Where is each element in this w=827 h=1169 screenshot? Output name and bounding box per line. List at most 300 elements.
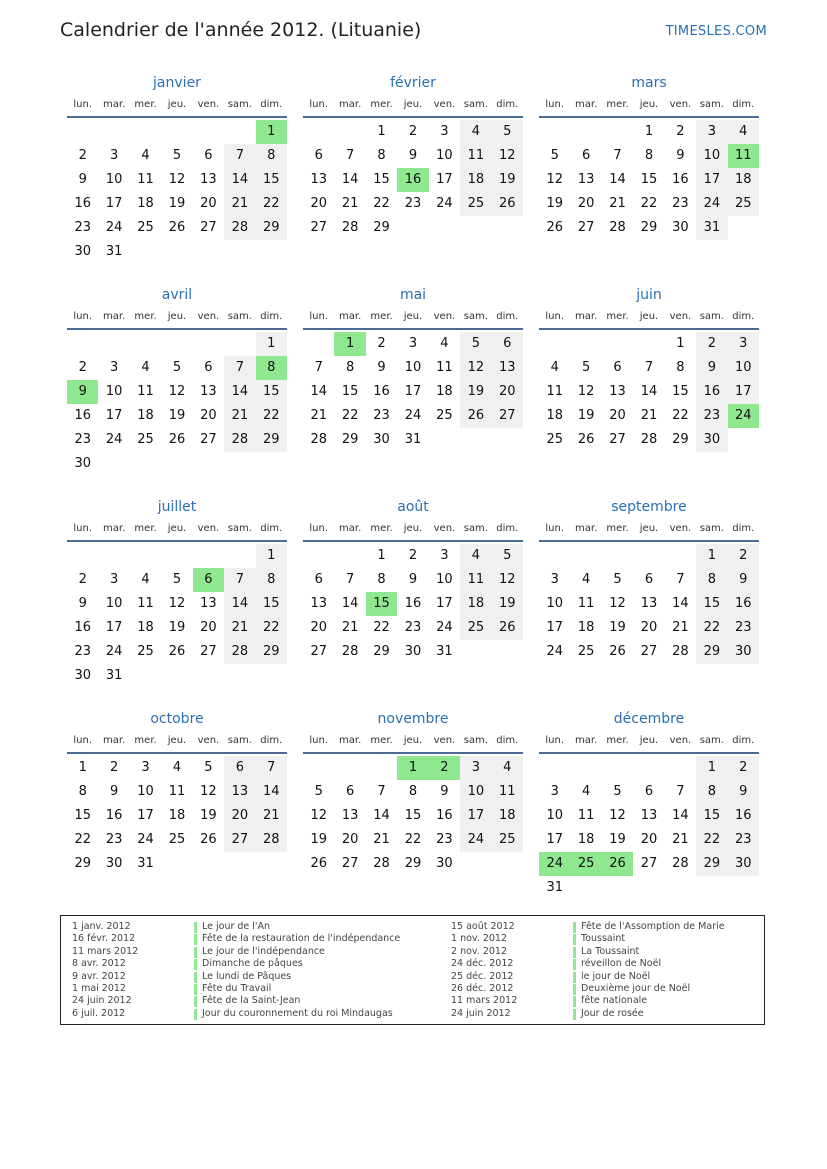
day-cell[interactable]: 24	[137, 832, 154, 847]
day-cell[interactable]: 14	[224, 168, 255, 192]
day-cell[interactable]: 16	[373, 384, 390, 399]
day-cell[interactable]: 15	[640, 172, 658, 187]
day-cell[interactable]: 13	[609, 384, 626, 399]
day-cell[interactable]: 23	[373, 408, 390, 423]
day-cell[interactable]: 24	[105, 432, 123, 447]
day-cell[interactable]: 29	[373, 220, 390, 235]
day-cell[interactable]: 8	[345, 360, 355, 375]
day-cell[interactable]: 26	[168, 220, 186, 235]
holiday-day-cell[interactable]: 24	[728, 404, 759, 428]
day-cell[interactable]: 17	[728, 380, 759, 404]
day-cell[interactable]: 3	[550, 784, 559, 799]
day-cell[interactable]: 12	[168, 384, 186, 399]
day-cell[interactable]: 30	[373, 432, 390, 447]
day-cell[interactable]: 21	[224, 404, 255, 428]
day-cell[interactable]: 22	[640, 196, 658, 211]
day-cell[interactable]: 13	[310, 172, 327, 187]
day-cell[interactable]: 25	[728, 192, 759, 216]
day-cell[interactable]: 19	[168, 408, 186, 423]
day-cell[interactable]: 1	[256, 332, 287, 356]
day-cell[interactable]: 8	[408, 784, 418, 799]
day-cell[interactable]: 11	[577, 596, 595, 611]
day-cell[interactable]: 20	[341, 832, 359, 847]
day-cell[interactable]: 15	[256, 168, 287, 192]
day-cell[interactable]: 25	[436, 408, 453, 423]
day-cell[interactable]: 20	[200, 408, 217, 423]
day-cell[interactable]: 5	[492, 544, 523, 568]
day-cell[interactable]: 13	[310, 596, 327, 611]
day-cell[interactable]: 27	[200, 644, 217, 659]
day-cell[interactable]: 18	[137, 196, 154, 211]
day-cell[interactable]: 28	[640, 432, 658, 447]
day-cell[interactable]: 4	[460, 120, 491, 144]
day-cell[interactable]: 1	[377, 124, 386, 139]
day-cell[interactable]: 9	[440, 784, 449, 799]
day-cell[interactable]: 10	[105, 384, 123, 399]
day-cell[interactable]: 11	[436, 360, 453, 375]
day-cell[interactable]: 18	[577, 620, 595, 635]
day-cell[interactable]: 9	[408, 572, 418, 587]
day-cell[interactable]: 9	[78, 596, 87, 611]
day-cell[interactable]: 4	[728, 120, 759, 144]
day-cell[interactable]: 10	[404, 360, 422, 375]
day-cell[interactable]: 13	[341, 808, 359, 823]
day-cell[interactable]: 23	[728, 616, 759, 640]
day-cell[interactable]: 11	[577, 808, 595, 823]
day-cell[interactable]: 15	[74, 808, 91, 823]
day-cell[interactable]: 21	[609, 196, 626, 211]
day-cell[interactable]: 1	[256, 544, 287, 568]
day-cell[interactable]: 31	[546, 880, 563, 895]
day-cell[interactable]: 24	[546, 644, 563, 659]
day-cell[interactable]: 15	[341, 384, 359, 399]
day-cell[interactable]: 18	[492, 804, 523, 828]
day-cell[interactable]: 5	[314, 784, 323, 799]
day-cell[interactable]: 30	[728, 852, 759, 876]
day-cell[interactable]: 4	[550, 360, 559, 375]
day-cell[interactable]: 29	[696, 852, 727, 876]
day-cell[interactable]: 16	[74, 408, 91, 423]
day-cell[interactable]: 14	[310, 384, 327, 399]
day-cell[interactable]: 18	[436, 384, 453, 399]
day-cell[interactable]: 15	[256, 380, 287, 404]
day-cell[interactable]: 15	[696, 592, 727, 616]
day-cell[interactable]: 3	[728, 332, 759, 356]
day-cell[interactable]: 6	[204, 360, 213, 375]
day-cell[interactable]: 12	[492, 568, 523, 592]
day-cell[interactable]: 20	[224, 804, 255, 828]
day-cell[interactable]: 8	[676, 360, 685, 375]
day-cell[interactable]: 14	[672, 808, 689, 823]
day-cell[interactable]: 20	[492, 380, 523, 404]
day-cell[interactable]: 3	[109, 572, 119, 587]
day-cell[interactable]: 6	[204, 148, 213, 163]
day-cell[interactable]: 17	[436, 596, 453, 611]
day-cell[interactable]: 2	[728, 544, 759, 568]
day-cell[interactable]: 15	[373, 172, 390, 187]
day-cell[interactable]: 24	[105, 220, 123, 235]
day-cell[interactable]: 14	[672, 596, 689, 611]
day-cell[interactable]: 19	[546, 196, 563, 211]
day-cell[interactable]: 18	[546, 408, 563, 423]
day-cell[interactable]: 23	[404, 620, 422, 635]
holiday-day-cell[interactable]: 11	[728, 144, 759, 168]
day-cell[interactable]: 8	[377, 148, 386, 163]
day-cell[interactable]: 7	[256, 756, 287, 780]
day-cell[interactable]: 1	[676, 336, 685, 351]
day-cell[interactable]: 25	[460, 616, 491, 640]
day-cell[interactable]: 22	[256, 192, 287, 216]
holiday-day-cell[interactable]: 26	[602, 852, 633, 876]
day-cell[interactable]: 27	[310, 644, 327, 659]
day-cell[interactable]: 4	[141, 360, 150, 375]
day-cell[interactable]: 9	[696, 356, 727, 380]
day-cell[interactable]: 28	[224, 216, 255, 240]
day-cell[interactable]: 13	[492, 356, 523, 380]
day-cell[interactable]: 27	[200, 220, 217, 235]
day-cell[interactable]: 6	[644, 572, 654, 587]
day-cell[interactable]: 19	[310, 832, 327, 847]
day-cell[interactable]: 22	[74, 832, 91, 847]
day-cell[interactable]: 29	[373, 644, 390, 659]
day-cell[interactable]: 15	[256, 592, 287, 616]
day-cell[interactable]: 4	[581, 784, 591, 799]
day-cell[interactable]: 10	[436, 148, 453, 163]
day-cell[interactable]: 3	[109, 360, 119, 375]
day-cell[interactable]: 1	[696, 544, 727, 568]
day-cell[interactable]: 18	[168, 808, 186, 823]
day-cell[interactable]: 20	[310, 620, 327, 635]
day-cell[interactable]: 20	[640, 832, 658, 847]
day-cell[interactable]: 10	[436, 572, 453, 587]
day-cell[interactable]: 9	[728, 568, 759, 592]
day-cell[interactable]: 30	[74, 456, 91, 471]
day-cell[interactable]: 24	[436, 620, 453, 635]
day-cell[interactable]: 10	[105, 596, 123, 611]
day-cell[interactable]: 13	[577, 172, 595, 187]
day-cell[interactable]: 30	[672, 220, 689, 235]
holiday-day-cell[interactable]: 9	[67, 380, 98, 404]
day-cell[interactable]: 16	[696, 380, 727, 404]
day-cell[interactable]: 10	[546, 596, 563, 611]
day-cell[interactable]: 3	[408, 336, 418, 351]
day-cell[interactable]: 18	[137, 620, 154, 635]
day-cell[interactable]: 12	[460, 356, 491, 380]
day-cell[interactable]: 21	[224, 192, 255, 216]
day-cell[interactable]: 31	[105, 668, 123, 683]
day-cell[interactable]: 17	[696, 168, 727, 192]
day-cell[interactable]: 21	[672, 832, 689, 847]
day-cell[interactable]: 28	[672, 644, 689, 659]
day-cell[interactable]: 21	[310, 408, 327, 423]
day-cell[interactable]: 1	[78, 760, 87, 775]
day-cell[interactable]: 14	[224, 592, 255, 616]
day-cell[interactable]: 7	[613, 148, 622, 163]
day-cell[interactable]: 13	[200, 384, 217, 399]
day-cell[interactable]: 10	[696, 144, 727, 168]
day-cell[interactable]: 6	[314, 572, 323, 587]
day-cell[interactable]: 7	[644, 360, 654, 375]
day-cell[interactable]: 21	[373, 832, 390, 847]
day-cell[interactable]: 26	[168, 644, 186, 659]
day-cell[interactable]: 24	[696, 192, 727, 216]
day-cell[interactable]: 7	[345, 572, 355, 587]
holiday-day-cell[interactable]: 8	[256, 356, 287, 380]
day-cell[interactable]: 24	[460, 828, 491, 852]
day-cell[interactable]: 19	[492, 168, 523, 192]
day-cell[interactable]: 23	[74, 220, 91, 235]
day-cell[interactable]: 3	[550, 572, 559, 587]
day-cell[interactable]: 29	[404, 856, 422, 871]
day-cell[interactable]: 22	[696, 828, 727, 852]
day-cell[interactable]: 28	[256, 828, 287, 852]
day-cell[interactable]: 25	[137, 644, 154, 659]
day-cell[interactable]: 27	[640, 644, 658, 659]
day-cell[interactable]: 17	[105, 196, 123, 211]
day-cell[interactable]: 20	[577, 196, 595, 211]
day-cell[interactable]: 4	[141, 148, 150, 163]
day-cell[interactable]: 12	[168, 596, 186, 611]
day-cell[interactable]: 25	[492, 828, 523, 852]
day-cell[interactable]: 25	[460, 192, 491, 216]
day-cell[interactable]: 5	[581, 360, 591, 375]
day-cell[interactable]: 26	[546, 220, 563, 235]
day-cell[interactable]: 19	[200, 808, 217, 823]
day-cell[interactable]: 7	[676, 784, 685, 799]
day-cell[interactable]: 14	[640, 384, 658, 399]
day-cell[interactable]: 27	[341, 856, 359, 871]
day-cell[interactable]: 19	[577, 408, 595, 423]
day-cell[interactable]: 14	[341, 172, 359, 187]
day-cell[interactable]: 28	[373, 856, 390, 871]
day-cell[interactable]: 5	[460, 332, 491, 356]
day-cell[interactable]: 10	[546, 808, 563, 823]
day-cell[interactable]: 24	[436, 196, 453, 211]
day-cell[interactable]: 11	[460, 568, 491, 592]
day-cell[interactable]: 20	[200, 620, 217, 635]
holiday-day-cell[interactable]: 1	[334, 332, 365, 356]
day-cell[interactable]: 13	[200, 172, 217, 187]
day-cell[interactable]: 8	[78, 784, 87, 799]
day-cell[interactable]: 7	[377, 784, 386, 799]
day-cell[interactable]: 16	[105, 808, 123, 823]
day-cell[interactable]: 25	[577, 644, 595, 659]
day-cell[interactable]: 26	[200, 832, 217, 847]
day-cell[interactable]: 7	[224, 568, 255, 592]
day-cell[interactable]: 9	[377, 360, 386, 375]
day-cell[interactable]: 5	[172, 360, 182, 375]
day-cell[interactable]: 27	[609, 432, 626, 447]
day-cell[interactable]: 11	[460, 144, 491, 168]
day-cell[interactable]: 26	[492, 192, 523, 216]
day-cell[interactable]: 28	[609, 220, 626, 235]
day-cell[interactable]: 19	[168, 196, 186, 211]
day-cell[interactable]: 15	[672, 384, 689, 399]
day-cell[interactable]: 22	[373, 196, 390, 211]
day-cell[interactable]: 18	[460, 168, 491, 192]
day-cell[interactable]: 16	[728, 804, 759, 828]
day-cell[interactable]: 29	[640, 220, 658, 235]
day-cell[interactable]: 27	[492, 404, 523, 428]
day-cell[interactable]: 12	[200, 784, 217, 799]
day-cell[interactable]: 4	[440, 336, 449, 351]
day-cell[interactable]: 10	[137, 784, 154, 799]
day-cell[interactable]: 17	[546, 620, 563, 635]
day-cell[interactable]: 7	[224, 144, 255, 168]
day-cell[interactable]: 28	[310, 432, 327, 447]
day-cell[interactable]: 14	[609, 172, 626, 187]
day-cell[interactable]: 19	[609, 620, 626, 635]
day-cell[interactable]: 8	[256, 144, 287, 168]
day-cell[interactable]: 2	[408, 124, 418, 139]
day-cell[interactable]: 4	[492, 756, 523, 780]
day-cell[interactable]: 22	[256, 404, 287, 428]
day-cell[interactable]: 31	[436, 644, 453, 659]
day-cell[interactable]: 20	[310, 196, 327, 211]
day-cell[interactable]: 26	[609, 644, 626, 659]
holiday-day-cell[interactable]: 16	[397, 168, 428, 192]
day-cell[interactable]: 30	[728, 640, 759, 664]
holiday-day-cell[interactable]: 6	[193, 568, 224, 592]
holiday-day-cell[interactable]: 1	[256, 120, 287, 144]
day-cell[interactable]: 28	[224, 428, 255, 452]
day-cell[interactable]: 27	[310, 220, 327, 235]
day-cell[interactable]: 20	[609, 408, 626, 423]
day-cell[interactable]: 7	[345, 148, 355, 163]
day-cell[interactable]: 2	[676, 124, 685, 139]
day-cell[interactable]: 13	[640, 596, 658, 611]
day-cell[interactable]: 13	[224, 780, 255, 804]
day-cell[interactable]: 26	[310, 856, 327, 871]
day-cell[interactable]: 12	[310, 808, 327, 823]
day-cell[interactable]: 22	[341, 408, 359, 423]
day-cell[interactable]: 25	[137, 220, 154, 235]
day-cell[interactable]: 5	[172, 148, 182, 163]
day-cell[interactable]: 27	[224, 828, 255, 852]
day-cell[interactable]: 3	[440, 548, 449, 563]
day-cell[interactable]: 2	[408, 548, 418, 563]
day-cell[interactable]: 5	[172, 572, 182, 587]
day-cell[interactable]: 11	[168, 784, 186, 799]
day-cell[interactable]: 4	[581, 572, 591, 587]
day-cell[interactable]: 15	[696, 804, 727, 828]
day-cell[interactable]: 30	[105, 856, 123, 871]
day-cell[interactable]: 25	[137, 432, 154, 447]
day-cell[interactable]: 4	[460, 544, 491, 568]
day-cell[interactable]: 18	[728, 168, 759, 192]
day-cell[interactable]: 2	[78, 148, 87, 163]
day-cell[interactable]: 9	[676, 148, 685, 163]
day-cell[interactable]: 11	[137, 596, 154, 611]
day-cell[interactable]: 12	[492, 144, 523, 168]
day-cell[interactable]: 14	[373, 808, 390, 823]
day-cell[interactable]: 7	[224, 356, 255, 380]
day-cell[interactable]: 19	[609, 832, 626, 847]
day-cell[interactable]: 21	[640, 408, 658, 423]
day-cell[interactable]: 25	[546, 432, 563, 447]
day-cell[interactable]: 30	[696, 428, 727, 452]
holiday-day-cell[interactable]: 2	[429, 756, 460, 780]
day-cell[interactable]: 5	[613, 784, 622, 799]
day-cell[interactable]: 11	[546, 384, 563, 399]
day-cell[interactable]: 2	[696, 332, 727, 356]
day-cell[interactable]: 23	[672, 196, 689, 211]
day-cell[interactable]: 29	[696, 640, 727, 664]
day-cell[interactable]: 8	[644, 148, 654, 163]
day-cell[interactable]: 5	[613, 572, 622, 587]
day-cell[interactable]: 8	[377, 572, 386, 587]
day-cell[interactable]: 12	[168, 172, 186, 187]
day-cell[interactable]: 6	[492, 332, 523, 356]
day-cell[interactable]: 29	[256, 640, 287, 664]
day-cell[interactable]: 26	[168, 432, 186, 447]
day-cell[interactable]: 30	[74, 244, 91, 259]
day-cell[interactable]: 17	[105, 408, 123, 423]
day-cell[interactable]: 23	[74, 432, 91, 447]
day-cell[interactable]: 29	[341, 432, 359, 447]
day-cell[interactable]: 19	[492, 592, 523, 616]
day-cell[interactable]: 21	[341, 196, 359, 211]
holiday-day-cell[interactable]: 24	[539, 852, 570, 876]
day-cell[interactable]: 21	[224, 616, 255, 640]
day-cell[interactable]: 18	[577, 832, 595, 847]
day-cell[interactable]: 5	[204, 760, 213, 775]
day-cell[interactable]: 12	[577, 384, 595, 399]
day-cell[interactable]: 28	[341, 220, 359, 235]
day-cell[interactable]: 8	[696, 568, 727, 592]
day-cell[interactable]: 22	[696, 616, 727, 640]
day-cell[interactable]: 6	[345, 784, 355, 799]
day-cell[interactable]: 11	[137, 384, 154, 399]
day-cell[interactable]: 24	[404, 408, 422, 423]
day-cell[interactable]: 2	[377, 336, 386, 351]
day-cell[interactable]: 13	[640, 808, 658, 823]
day-cell[interactable]: 17	[546, 832, 563, 847]
holiday-day-cell[interactable]: 15	[366, 592, 397, 616]
day-cell[interactable]: 16	[728, 592, 759, 616]
day-cell[interactable]: 1	[644, 124, 654, 139]
day-cell[interactable]: 14	[256, 780, 287, 804]
day-cell[interactable]: 27	[640, 856, 658, 871]
day-cell[interactable]: 16	[74, 620, 91, 635]
day-cell[interactable]: 16	[436, 808, 453, 823]
day-cell[interactable]: 17	[460, 804, 491, 828]
holiday-day-cell[interactable]: 1	[397, 756, 428, 780]
day-cell[interactable]: 5	[550, 148, 559, 163]
day-cell[interactable]: 16	[404, 596, 422, 611]
day-cell[interactable]: 4	[141, 572, 150, 587]
day-cell[interactable]: 6	[644, 784, 654, 799]
day-cell[interactable]: 12	[609, 808, 626, 823]
day-cell[interactable]: 24	[105, 644, 123, 659]
day-cell[interactable]: 9	[109, 784, 119, 799]
day-cell[interactable]: 1	[696, 756, 727, 780]
day-cell[interactable]: 21	[256, 804, 287, 828]
day-cell[interactable]: 27	[577, 220, 595, 235]
day-cell[interactable]: 12	[546, 172, 563, 187]
day-cell[interactable]: 18	[460, 592, 491, 616]
day-cell[interactable]: 10	[105, 172, 123, 187]
day-cell[interactable]: 28	[341, 644, 359, 659]
day-cell[interactable]: 23	[696, 404, 727, 428]
day-cell[interactable]: 17	[105, 620, 123, 635]
day-cell[interactable]: 9	[728, 780, 759, 804]
day-cell[interactable]: 23	[404, 196, 422, 211]
day-cell[interactable]: 29	[74, 856, 91, 871]
day-cell[interactable]: 28	[224, 640, 255, 664]
day-cell[interactable]: 2	[109, 760, 119, 775]
day-cell[interactable]: 20	[640, 620, 658, 635]
